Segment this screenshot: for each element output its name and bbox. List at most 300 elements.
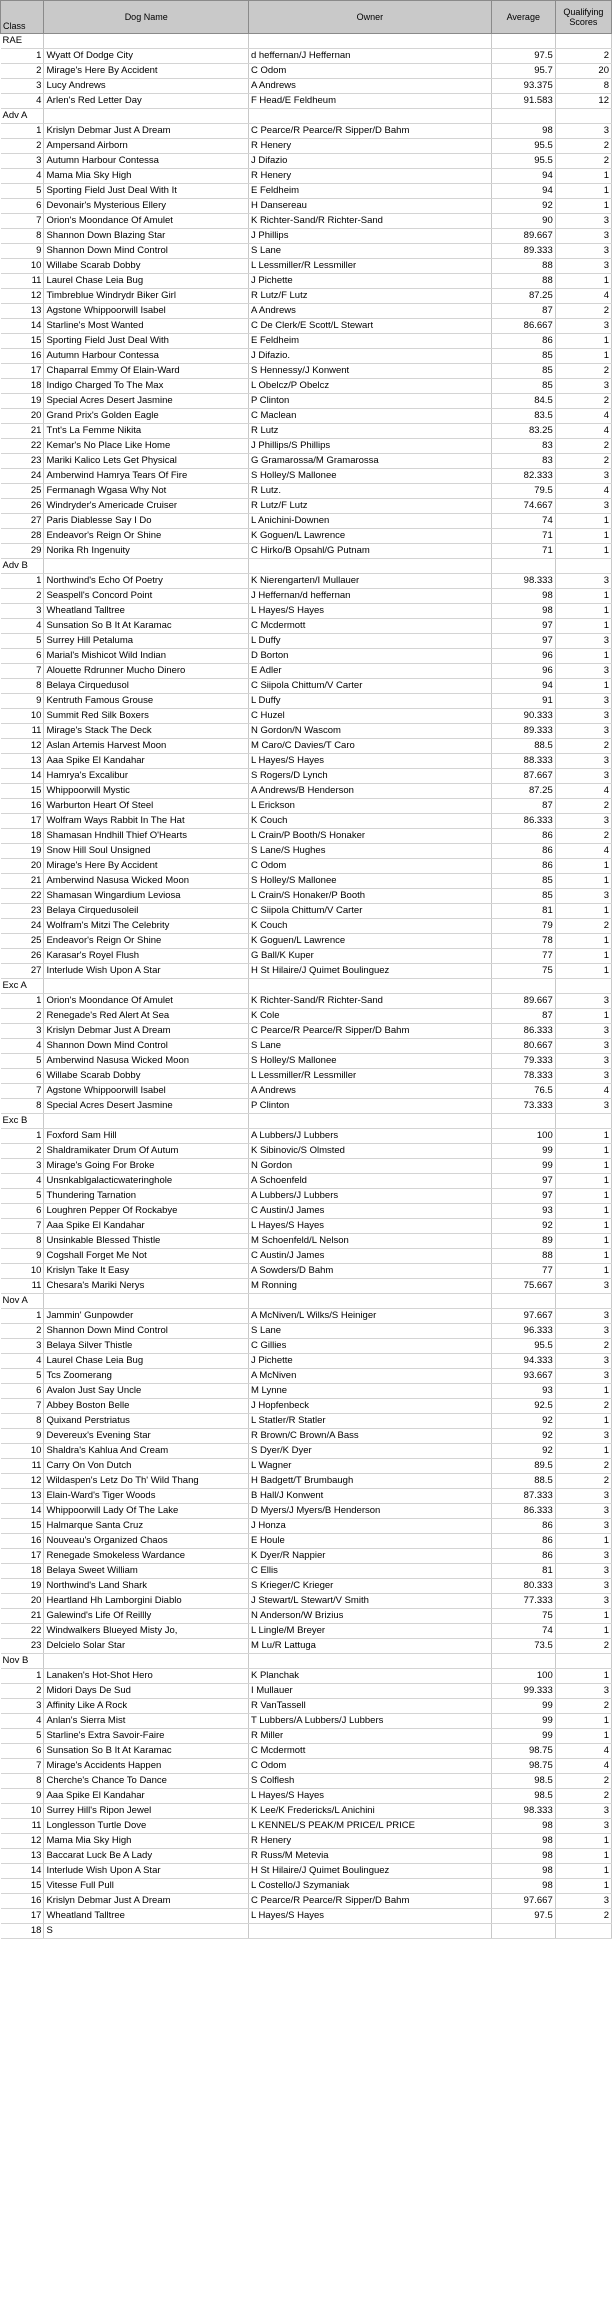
cell-average[interactable]: 95.5 [491, 1339, 555, 1354]
cell-rank[interactable]: 1 [1, 1669, 44, 1684]
cell-owner[interactable]: G Ball/K Kuper [248, 949, 491, 964]
cell-average[interactable]: 89 [491, 1234, 555, 1249]
cell-average[interactable]: 89.333 [491, 244, 555, 259]
cell-owner[interactable]: R Lutz/F Lutz [248, 289, 491, 304]
empty-cell[interactable] [248, 559, 491, 574]
cell-dog-name[interactable]: Arlen's Red Letter Day [44, 94, 249, 109]
cell-rank[interactable]: 1 [1, 124, 44, 139]
cell-rank[interactable]: 12 [1, 1474, 44, 1489]
empty-cell[interactable] [248, 1114, 491, 1129]
cell-rank[interactable]: 22 [1, 439, 44, 454]
cell-owner[interactable]: S Lane [248, 1039, 491, 1054]
cell-owner[interactable]: L Anichini-Downen [248, 514, 491, 529]
cell-average[interactable]: 75 [491, 964, 555, 979]
cell-dog-name[interactable]: Snow Hill Soul Unsigned [44, 844, 249, 859]
cell-average[interactable]: 98 [491, 124, 555, 139]
cell-qualifying-scores[interactable]: 3 [555, 469, 611, 484]
cell-rank[interactable]: 4 [1, 1039, 44, 1054]
cell-dog-name[interactable]: Cogshall Forget Me Not [44, 1249, 249, 1264]
cell-average[interactable]: 85 [491, 379, 555, 394]
cell-dog-name[interactable]: Thundering Tarnation [44, 1189, 249, 1204]
cell-qualifying-scores[interactable]: 3 [555, 1684, 611, 1699]
cell-qualifying-scores[interactable]: 2 [555, 364, 611, 379]
cell-dog-name[interactable]: Sunsation So B It At Karamac [44, 619, 249, 634]
cell-dog-name[interactable]: Windryder's Americade Cruiser [44, 499, 249, 514]
cell-dog-name[interactable]: Surrey Hill Petaluma [44, 634, 249, 649]
cell-owner[interactable]: F Head/E Feldheum [248, 94, 491, 109]
cell-qualifying-scores[interactable]: 1 [555, 949, 611, 964]
cell-average[interactable]: 74 [491, 1624, 555, 1639]
cell-dog-name[interactable]: Aslan Artemis Harvest Moon [44, 739, 249, 754]
cell-owner[interactable]: R Miller [248, 1729, 491, 1744]
cell-qualifying-scores[interactable]: 2 [555, 1474, 611, 1489]
cell-qualifying-scores[interactable]: 3 [555, 994, 611, 1009]
cell-rank[interactable]: 16 [1, 1534, 44, 1549]
cell-rank[interactable]: 16 [1, 799, 44, 814]
cell-owner[interactable]: L Statler/R Statler [248, 1414, 491, 1429]
cell-average[interactable]: 93 [491, 1384, 555, 1399]
cell-owner[interactable]: L Hayes/S Hayes [248, 754, 491, 769]
empty-cell[interactable] [555, 1294, 611, 1309]
cell-owner[interactable]: C Hirko/B Opsahl/G Putnam [248, 544, 491, 559]
cell-average[interactable]: 92 [491, 199, 555, 214]
cell-dog-name[interactable]: Sporting Field Just Deal With [44, 334, 249, 349]
cell-average[interactable]: 87 [491, 1009, 555, 1024]
cell-average[interactable]: 75 [491, 1609, 555, 1624]
cell-dog-name[interactable]: Quixand Perstriatus [44, 1414, 249, 1429]
cell-qualifying-scores[interactable]: 3 [555, 709, 611, 724]
cell-qualifying-scores[interactable]: 3 [555, 754, 611, 769]
cell-average[interactable]: 85 [491, 889, 555, 904]
cell-rank[interactable]: 2 [1, 589, 44, 604]
cell-qualifying-scores[interactable]: 1 [555, 334, 611, 349]
cell-owner[interactable]: A McNiven [248, 1369, 491, 1384]
cell-qualifying-scores[interactable]: 3 [555, 694, 611, 709]
cell-average[interactable]: 79.5 [491, 484, 555, 499]
cell-average[interactable]: 98.75 [491, 1744, 555, 1759]
cell-dog-name[interactable]: Mariki Kalico Lets Get Physical [44, 454, 249, 469]
cell-rank[interactable]: 9 [1, 1429, 44, 1444]
cell-owner[interactable]: J Honza [248, 1519, 491, 1534]
cell-dog-name[interactable]: Unsnkablgalacticwateringhole [44, 1174, 249, 1189]
cell-average[interactable]: 89.5 [491, 1459, 555, 1474]
cell-qualifying-scores[interactable]: 3 [555, 1519, 611, 1534]
cell-owner[interactable]: K Richter-Sand/R Richter-Sand [248, 214, 491, 229]
cell-average[interactable]: 92 [491, 1444, 555, 1459]
cell-dog-name[interactable]: Belaya Sweet William [44, 1564, 249, 1579]
cell-dog-name[interactable]: Endeavor's Reign Or Shine [44, 934, 249, 949]
cell-average[interactable]: 95.5 [491, 154, 555, 169]
cell-average[interactable]: 77 [491, 1264, 555, 1279]
cell-rank[interactable]: 3 [1, 79, 44, 94]
cell-rank[interactable]: 5 [1, 1189, 44, 1204]
cell-average[interactable]: 83 [491, 439, 555, 454]
cell-dog-name[interactable]: Krislyn Debmar Just A Dream [44, 1894, 249, 1909]
cell-dog-name[interactable]: Mirage's Going For Broke [44, 1159, 249, 1174]
cell-qualifying-scores[interactable]: 2 [555, 739, 611, 754]
cell-dog-name[interactable]: Baccarat Luck Be A Lady [44, 1849, 249, 1864]
cell-dog-name[interactable]: Shannon Down Mind Control [44, 1039, 249, 1054]
cell-qualifying-scores[interactable]: 1 [555, 514, 611, 529]
cell-owner[interactable]: H St Hilaire/J Quimet Boulinguez [248, 964, 491, 979]
cell-dog-name[interactable]: Agstone Whippoorwill Isabel [44, 1084, 249, 1099]
cell-qualifying-scores[interactable]: 3 [555, 1039, 611, 1054]
cell-qualifying-scores[interactable]: 3 [555, 319, 611, 334]
cell-dog-name[interactable]: Chesara's Mariki Nerys [44, 1279, 249, 1294]
cell-qualifying-scores[interactable]: 3 [555, 1309, 611, 1324]
cell-rank[interactable]: 17 [1, 1549, 44, 1564]
cell-rank[interactable]: 7 [1, 214, 44, 229]
cell-rank[interactable]: 3 [1, 1699, 44, 1714]
cell-owner[interactable]: L Obelcz/P Obelcz [248, 379, 491, 394]
cell-average[interactable]: 97.667 [491, 1894, 555, 1909]
cell-dog-name[interactable]: Sporting Field Just Deal With It [44, 184, 249, 199]
cell-average[interactable]: 99 [491, 1144, 555, 1159]
cell-qualifying-scores[interactable]: 3 [555, 1024, 611, 1039]
cell-owner[interactable]: J Phillips [248, 229, 491, 244]
cell-qualifying-scores[interactable]: 1 [555, 1204, 611, 1219]
cell-dog-name[interactable]: Willabe Scarab Dobby [44, 259, 249, 274]
empty-cell[interactable] [555, 1654, 611, 1669]
cell-dog-name[interactable]: Foxford Sam Hill [44, 1129, 249, 1144]
cell-average[interactable]: 90 [491, 214, 555, 229]
cell-dog-name[interactable]: S [44, 1924, 249, 1939]
section-label[interactable]: Exc A [1, 979, 44, 994]
cell-qualifying-scores[interactable]: 1 [555, 1189, 611, 1204]
cell-rank[interactable]: 22 [1, 889, 44, 904]
cell-dog-name[interactable]: Shannon Down Mind Control [44, 1324, 249, 1339]
cell-average[interactable]: 73.5 [491, 1639, 555, 1654]
cell-average[interactable]: 98.5 [491, 1789, 555, 1804]
cell-dog-name[interactable]: Laurel Chase Leia Bug [44, 274, 249, 289]
cell-owner[interactable]: L Hayes/S Hayes [248, 604, 491, 619]
cell-qualifying-scores[interactable]: 2 [555, 1639, 611, 1654]
cell-dog-name[interactable]: Affinity Like A Rock [44, 1699, 249, 1714]
empty-cell[interactable] [491, 109, 555, 124]
cell-rank[interactable]: 15 [1, 1519, 44, 1534]
cell-rank[interactable]: 9 [1, 1249, 44, 1264]
empty-cell[interactable] [555, 34, 611, 49]
cell-owner[interactable]: D Myers/J Myers/B Henderson [248, 1504, 491, 1519]
cell-rank[interactable]: 24 [1, 469, 44, 484]
cell-rank[interactable]: 4 [1, 94, 44, 109]
cell-rank[interactable]: 25 [1, 934, 44, 949]
cell-qualifying-scores[interactable]: 1 [555, 1879, 611, 1894]
cell-rank[interactable]: 18 [1, 1924, 44, 1939]
cell-average[interactable]: 98.333 [491, 574, 555, 589]
cell-owner[interactable]: C De Clerk/E Scott/L Stewart [248, 319, 491, 334]
cell-dog-name[interactable]: Grand Prix's Golden Eagle [44, 409, 249, 424]
cell-average[interactable]: 97.5 [491, 1909, 555, 1924]
cell-rank[interactable]: 29 [1, 544, 44, 559]
cell-owner[interactable]: C Mcdermott [248, 619, 491, 634]
cell-dog-name[interactable]: Delcielo Solar Star [44, 1639, 249, 1654]
cell-average[interactable]: 86.333 [491, 1024, 555, 1039]
cell-rank[interactable]: 27 [1, 514, 44, 529]
cell-qualifying-scores[interactable]: 3 [555, 1354, 611, 1369]
cell-dog-name[interactable]: Mama Mia Sky High [44, 1834, 249, 1849]
cell-average[interactable]: 87 [491, 304, 555, 319]
cell-rank[interactable]: 4 [1, 1714, 44, 1729]
cell-dog-name[interactable]: Krislyn Debmar Just A Dream [44, 1024, 249, 1039]
cell-owner[interactable]: L Duffy [248, 634, 491, 649]
cell-rank[interactable]: 11 [1, 724, 44, 739]
cell-owner[interactable]: A Schoenfeld [248, 1174, 491, 1189]
cell-dog-name[interactable]: Paris Diablesse Say I Do [44, 514, 249, 529]
cell-rank[interactable]: 12 [1, 289, 44, 304]
cell-qualifying-scores[interactable]: 3 [555, 229, 611, 244]
cell-rank[interactable]: 6 [1, 1744, 44, 1759]
cell-dog-name[interactable]: Fermanagh Wgasa Why Not [44, 484, 249, 499]
cell-qualifying-scores[interactable]: 1 [555, 1159, 611, 1174]
cell-qualifying-scores[interactable]: 3 [555, 1594, 611, 1609]
cell-qualifying-scores[interactable]: 1 [555, 1384, 611, 1399]
cell-average[interactable]: 86 [491, 859, 555, 874]
cell-average[interactable]: 93 [491, 1204, 555, 1219]
cell-average[interactable]: 88 [491, 274, 555, 289]
cell-qualifying-scores[interactable]: 4 [555, 844, 611, 859]
cell-rank[interactable]: 15 [1, 1879, 44, 1894]
cell-rank[interactable]: 13 [1, 1849, 44, 1864]
cell-average[interactable]: 86.333 [491, 814, 555, 829]
cell-average[interactable]: 94 [491, 184, 555, 199]
cell-average[interactable]: 85 [491, 349, 555, 364]
cell-rank[interactable]: 22 [1, 1624, 44, 1639]
empty-cell[interactable] [44, 109, 249, 124]
cell-dog-name[interactable]: Shamasan Hndhill Thief O'Hearts [44, 829, 249, 844]
cell-qualifying-scores[interactable]: 1 [555, 169, 611, 184]
cell-rank[interactable]: 23 [1, 454, 44, 469]
cell-qualifying-scores[interactable]: 4 [555, 484, 611, 499]
cell-rank[interactable]: 7 [1, 1399, 44, 1414]
cell-qualifying-scores[interactable]: 1 [555, 1849, 611, 1864]
cell-qualifying-scores[interactable]: 3 [555, 499, 611, 514]
cell-dog-name[interactable]: Northwind's Echo Of Poetry [44, 574, 249, 589]
cell-owner[interactable]: S Hennessy/J Konwent [248, 364, 491, 379]
cell-average[interactable]: 94.333 [491, 1354, 555, 1369]
cell-owner[interactable]: H Dansereau [248, 199, 491, 214]
cell-owner[interactable]: C Pearce/R Pearce/R Sipper/D Bahm [248, 124, 491, 139]
cell-owner[interactable]: L Lessmiller/R Lessmiller [248, 259, 491, 274]
cell-qualifying-scores[interactable]: 1 [555, 184, 611, 199]
empty-cell[interactable] [491, 1294, 555, 1309]
cell-average[interactable]: 96.333 [491, 1324, 555, 1339]
cell-qualifying-scores[interactable]: 1 [555, 349, 611, 364]
cell-rank[interactable]: 7 [1, 1219, 44, 1234]
section-label[interactable]: Nov B [1, 1654, 44, 1669]
cell-qualifying-scores[interactable]: 1 [555, 619, 611, 634]
cell-dog-name[interactable]: Indigo Charged To The Max [44, 379, 249, 394]
cell-owner[interactable]: A McNiven/L Wilks/S Heiniger [248, 1309, 491, 1324]
cell-owner[interactable]: C Austin/J James [248, 1204, 491, 1219]
cell-dog-name[interactable]: Shaldramikater Drum Of Autum [44, 1144, 249, 1159]
cell-rank[interactable]: 11 [1, 1459, 44, 1474]
cell-dog-name[interactable]: Heartland Hh Lamborgini Diablo [44, 1594, 249, 1609]
cell-owner[interactable] [248, 1924, 491, 1939]
cell-dog-name[interactable]: Midori Days De Sud [44, 1684, 249, 1699]
cell-qualifying-scores[interactable]: 1 [555, 589, 611, 604]
cell-dog-name[interactable]: Aaa Spike El Kandahar [44, 754, 249, 769]
cell-owner[interactable]: A Sowders/D Bahm [248, 1264, 491, 1279]
cell-qualifying-scores[interactable]: 3 [555, 634, 611, 649]
cell-qualifying-scores[interactable]: 2 [555, 394, 611, 409]
cell-dog-name[interactable]: Wolfram's Mitzi The Celebrity [44, 919, 249, 934]
cell-dog-name[interactable]: Karasar's Royel Flush [44, 949, 249, 964]
cell-owner[interactable]: A Lubbers/J Lubbers [248, 1129, 491, 1144]
cell-dog-name[interactable]: Devonair's Mysterious Ellery [44, 199, 249, 214]
cell-owner[interactable]: J Heffernan/d heffernan [248, 589, 491, 604]
cell-rank[interactable]: 3 [1, 604, 44, 619]
cell-dog-name[interactable]: Loughren Pepper Of Rockabye [44, 1204, 249, 1219]
cell-rank[interactable]: 3 [1, 1024, 44, 1039]
cell-owner[interactable]: A Andrews [248, 304, 491, 319]
cell-owner[interactable]: J Difazio [248, 154, 491, 169]
cell-dog-name[interactable]: Whippoorwill Lady Of The Lake [44, 1504, 249, 1519]
cell-dog-name[interactable]: Aaa Spike El Kandahar [44, 1219, 249, 1234]
cell-qualifying-scores[interactable]: 1 [555, 679, 611, 694]
cell-owner[interactable]: K Goguen/L Lawrence [248, 529, 491, 544]
cell-dog-name[interactable]: Starline's Most Wanted [44, 319, 249, 334]
cell-owner[interactable]: M Ronning [248, 1279, 491, 1294]
cell-qualifying-scores[interactable]: 1 [555, 1834, 611, 1849]
cell-qualifying-scores[interactable]: 3 [555, 1579, 611, 1594]
cell-qualifying-scores[interactable]: 2 [555, 1909, 611, 1924]
cell-rank[interactable]: 9 [1, 1789, 44, 1804]
cell-rank[interactable]: 20 [1, 859, 44, 874]
cell-owner[interactable]: A Lubbers/J Lubbers [248, 1189, 491, 1204]
cell-owner[interactable]: A Andrews [248, 79, 491, 94]
cell-average[interactable]: 71 [491, 544, 555, 559]
cell-owner[interactable]: N Gordon/N Wascom [248, 724, 491, 739]
cell-rank[interactable]: 14 [1, 1504, 44, 1519]
cell-average[interactable]: 85 [491, 874, 555, 889]
cell-rank[interactable]: 11 [1, 1279, 44, 1294]
cell-rank[interactable]: 12 [1, 739, 44, 754]
cell-dog-name[interactable]: Wolfram Ways Rabbit In The Hat [44, 814, 249, 829]
cell-dog-name[interactable]: Hamrya's Excalibur [44, 769, 249, 784]
cell-owner[interactable]: R Russ/M Metevia [248, 1849, 491, 1864]
cell-average[interactable]: 86 [491, 334, 555, 349]
cell-rank[interactable]: 7 [1, 664, 44, 679]
cell-rank[interactable]: 8 [1, 679, 44, 694]
cell-average[interactable]: 88.5 [491, 739, 555, 754]
cell-dog-name[interactable]: Agstone Whippoorwill Isabel [44, 304, 249, 319]
cell-owner[interactable]: C Gillies [248, 1339, 491, 1354]
empty-cell[interactable] [248, 34, 491, 49]
cell-dog-name[interactable]: Mirage's Here By Accident [44, 64, 249, 79]
cell-owner[interactable]: D Borton [248, 649, 491, 664]
cell-rank[interactable]: 18 [1, 829, 44, 844]
cell-qualifying-scores[interactable]: 2 [555, 1339, 611, 1354]
cell-rank[interactable]: 8 [1, 1414, 44, 1429]
cell-owner[interactable]: J Pichette [248, 1354, 491, 1369]
cell-dog-name[interactable]: Avalon Just Say Uncle [44, 1384, 249, 1399]
cell-owner[interactable]: J Difazio. [248, 349, 491, 364]
cell-owner[interactable]: E Feldheim [248, 334, 491, 349]
cell-average[interactable]: 87.333 [491, 1489, 555, 1504]
cell-owner[interactable]: E Houle [248, 1534, 491, 1549]
cell-owner[interactable]: J Pichette [248, 274, 491, 289]
cell-rank[interactable]: 10 [1, 1804, 44, 1819]
cell-qualifying-scores[interactable]: 2 [555, 1459, 611, 1474]
cell-qualifying-scores[interactable]: 1 [555, 649, 611, 664]
header-qualifying-scores[interactable]: Qualifying Scores [555, 1, 611, 34]
cell-dog-name[interactable]: Special Acres Desert Jasmine [44, 1099, 249, 1114]
cell-rank[interactable]: 17 [1, 1909, 44, 1924]
empty-cell[interactable] [44, 1654, 249, 1669]
cell-rank[interactable]: 10 [1, 1264, 44, 1279]
cell-owner[interactable]: S Colflesh [248, 1774, 491, 1789]
cell-average[interactable]: 93.375 [491, 79, 555, 94]
cell-rank[interactable]: 5 [1, 634, 44, 649]
cell-dog-name[interactable]: Laurel Chase Leia Bug [44, 1354, 249, 1369]
cell-average[interactable]: 89.667 [491, 229, 555, 244]
cell-owner[interactable]: S Lane [248, 1324, 491, 1339]
cell-rank[interactable]: 2 [1, 1324, 44, 1339]
cell-owner[interactable]: S Rogers/D Lynch [248, 769, 491, 784]
cell-average[interactable]: 95.5 [491, 139, 555, 154]
cell-owner[interactable]: K Dyer/R Nappier [248, 1549, 491, 1564]
cell-dog-name[interactable]: Norika Rh Ingenuity [44, 544, 249, 559]
cell-rank[interactable]: 4 [1, 1174, 44, 1189]
cell-qualifying-scores[interactable]: 3 [555, 259, 611, 274]
cell-rank[interactable]: 17 [1, 364, 44, 379]
cell-rank[interactable]: 4 [1, 1354, 44, 1369]
cell-qualifying-scores[interactable]: 1 [555, 904, 611, 919]
cell-qualifying-scores[interactable]: 3 [555, 244, 611, 259]
cell-dog-name[interactable]: Vitesse Full Pull [44, 1879, 249, 1894]
cell-dog-name[interactable]: Mama Mia Sky High [44, 169, 249, 184]
cell-rank[interactable]: 23 [1, 1639, 44, 1654]
cell-dog-name[interactable]: Tnt's La Femme Nikita [44, 424, 249, 439]
cell-rank[interactable]: 4 [1, 619, 44, 634]
cell-average[interactable]: 94 [491, 679, 555, 694]
cell-dog-name[interactable]: Amberwind Nasusa Wicked Moon [44, 1054, 249, 1069]
cell-dog-name[interactable]: Wheatland Talltree [44, 1909, 249, 1924]
cell-owner[interactable]: S Holley/S Mallonee [248, 874, 491, 889]
cell-qualifying-scores[interactable]: 2 [555, 1699, 611, 1714]
cell-owner[interactable]: C Odom [248, 859, 491, 874]
cell-owner[interactable]: K Sibinovic/S Olmsted [248, 1144, 491, 1159]
empty-cell[interactable] [491, 559, 555, 574]
cell-owner[interactable]: L Crain/P Booth/S Honaker [248, 829, 491, 844]
cell-dog-name[interactable]: Abbey Boston Belle [44, 1399, 249, 1414]
cell-average[interactable]: 99 [491, 1729, 555, 1744]
cell-qualifying-scores[interactable]: 1 [555, 1234, 611, 1249]
cell-rank[interactable]: 3 [1, 1159, 44, 1174]
cell-qualifying-scores[interactable]: 3 [555, 1279, 611, 1294]
cell-rank[interactable]: 2 [1, 139, 44, 154]
empty-cell[interactable] [44, 1294, 249, 1309]
cell-average[interactable]: 94 [491, 169, 555, 184]
cell-dog-name[interactable]: Whippoorwill Mystic [44, 784, 249, 799]
cell-qualifying-scores[interactable]: 3 [555, 664, 611, 679]
cell-owner[interactable]: L Lingle/M Breyer [248, 1624, 491, 1639]
cell-owner[interactable]: K Cole [248, 1009, 491, 1024]
cell-qualifying-scores[interactable]: 1 [555, 1009, 611, 1024]
cell-average[interactable]: 98.75 [491, 1759, 555, 1774]
cell-dog-name[interactable]: Northwind's Land Shark [44, 1579, 249, 1594]
cell-average[interactable]: 86 [491, 829, 555, 844]
cell-owner[interactable]: N Gordon [248, 1159, 491, 1174]
cell-qualifying-scores[interactable]: 1 [555, 859, 611, 874]
cell-rank[interactable]: 1 [1, 994, 44, 1009]
cell-dog-name[interactable]: Krislyn Debmar Just A Dream [44, 124, 249, 139]
cell-average[interactable]: 83.5 [491, 409, 555, 424]
cell-rank[interactable]: 17 [1, 814, 44, 829]
cell-dog-name[interactable]: Willabe Scarab Dobby [44, 1069, 249, 1084]
empty-cell[interactable] [555, 1114, 611, 1129]
